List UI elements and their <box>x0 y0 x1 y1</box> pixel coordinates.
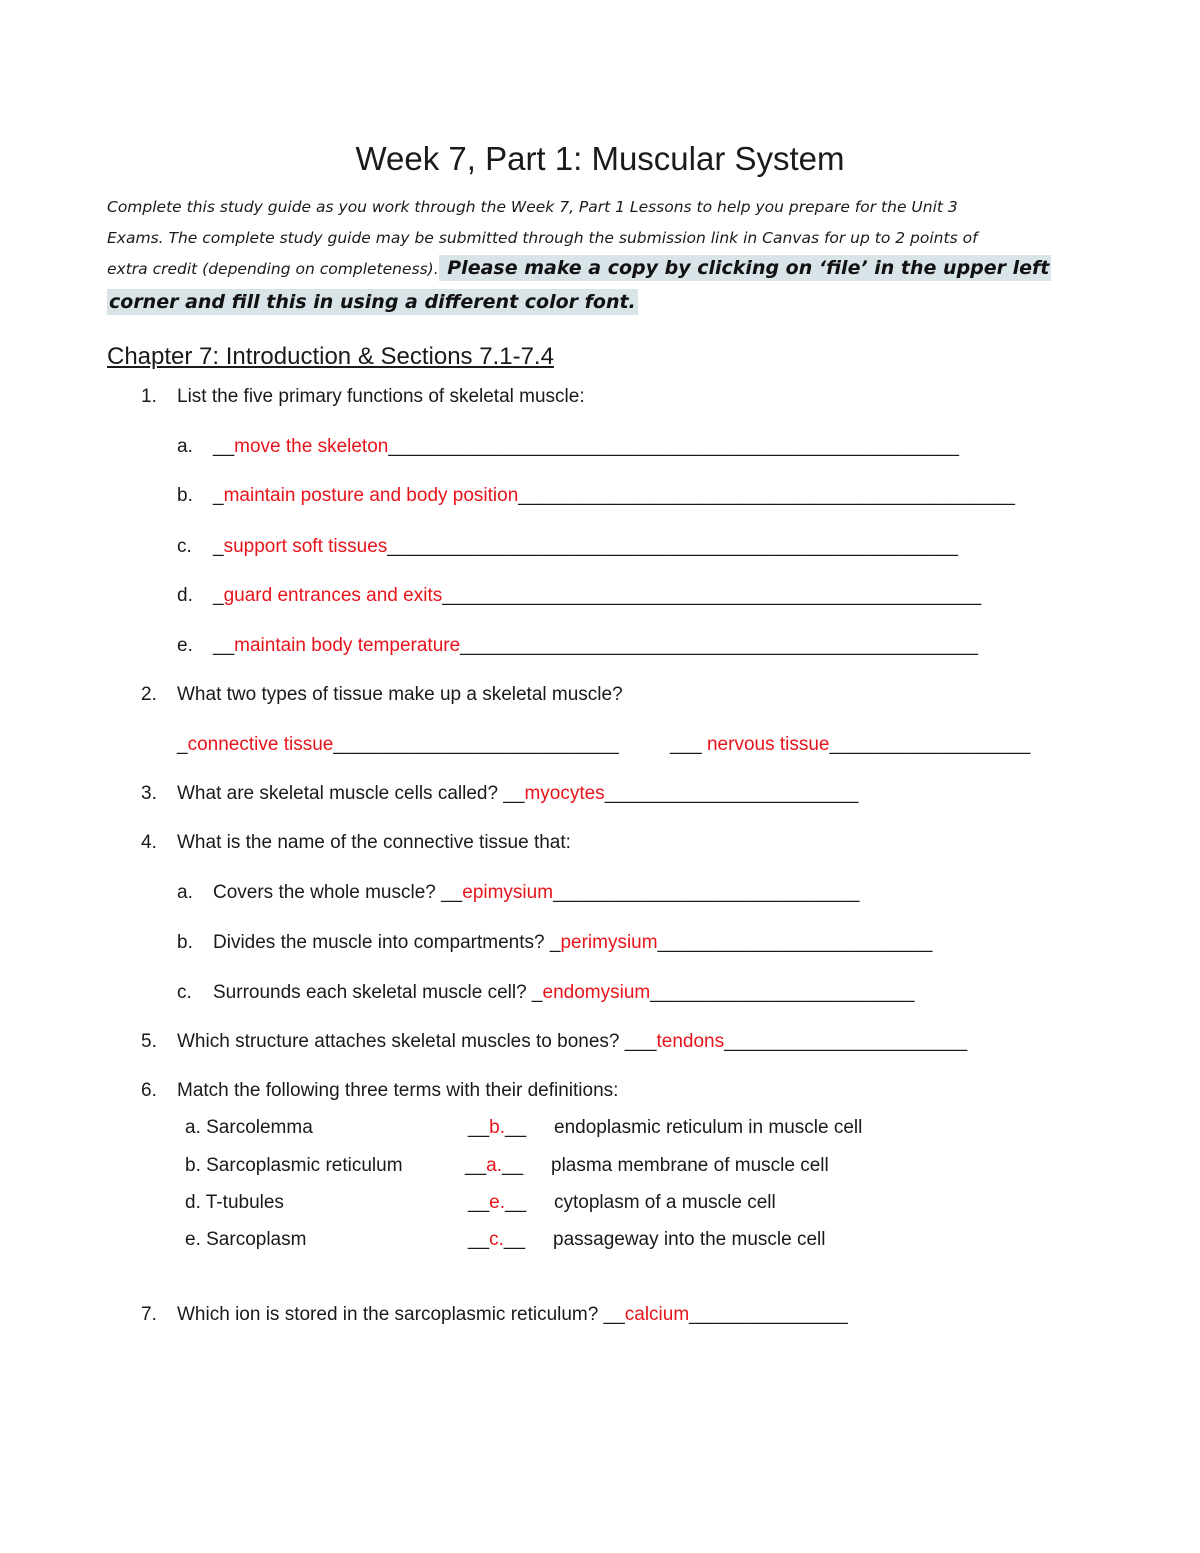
q2-answer-2: ___ nervous tissue___________________ <box>670 734 1031 755</box>
question-4: 4. What is the name of the connective tissue that: <box>141 832 571 853</box>
answer: guard entrances and exits <box>223 585 443 606</box>
q2-answer-1: _connective tissue___________________________ <box>177 734 619 755</box>
match-definition: plasma membrane of muscle cell <box>551 1155 829 1176</box>
q4-item-a: a. Covers the whole muscle? __epimysium_____________________________ <box>177 882 860 903</box>
answer: support soft tissues <box>223 536 388 557</box>
match-definition: cytoplasm of a muscle cell <box>554 1192 776 1213</box>
match-term: b. Sarcoplasmic reticulum <box>185 1155 403 1176</box>
match-answer: __e.__ <box>468 1192 527 1213</box>
answer: endomysium <box>542 982 651 1003</box>
answer: perimysium <box>560 932 658 953</box>
answer: calcium <box>624 1304 690 1325</box>
intro-line-2: Exams. The complete study guide may be submitted through the submission link in Canvas for up to 2 points of <box>107 229 978 247</box>
match-term: a. Sarcolemma <box>185 1117 313 1138</box>
q1-item-d: d. _guard entrances and exits___________________________________________________ <box>177 585 982 606</box>
answer: connective tissue <box>187 734 334 755</box>
question-7: 7. Which ion is stored in the sarcoplasmic reticulum? __calcium_______________ <box>141 1304 848 1325</box>
question-5: 5. Which structure attaches skeletal muscles to bones? ___tendons_______________________ <box>141 1031 968 1052</box>
question-2-text: What two types of tissue make up a skeletal muscle? <box>177 684 623 705</box>
copy-instruction-highlight-2: corner and fill this in using a different color font. <box>109 291 636 313</box>
intro-line-4 <box>107 287 1097 319</box>
match-term: d. T-tubules <box>185 1192 284 1213</box>
answer: epimysium <box>462 882 554 903</box>
question-1-text: List the five primary functions of skeletal muscle: <box>177 386 585 407</box>
question-6: 6. Match the following three terms with their definitions: <box>141 1080 619 1101</box>
chapter-heading: Chapter 7: Introduction & Sections 7.1-7.4 <box>107 343 554 370</box>
intro-line-3-text: extra credit (depending on completeness). <box>107 260 439 278</box>
answer: maintain posture and body position <box>223 485 519 506</box>
answer: tendons <box>656 1031 725 1052</box>
match-answer: __b.__ <box>468 1117 527 1138</box>
page-title: Week 7, Part 1: Muscular System <box>355 140 845 177</box>
q1-item-c: c. _support soft tissues______________________________________________________ <box>177 536 958 557</box>
question-4-text: What is the name of the connective tissue that: <box>177 832 571 853</box>
answer: move the skeleton <box>234 436 389 457</box>
answer: myocytes <box>524 783 605 804</box>
match-term: e. Sarcoplasm <box>185 1229 307 1250</box>
answer: maintain body temperature <box>234 635 461 656</box>
intro-line-3 <box>107 253 1097 285</box>
q4-item-b: b. Divides the muscle into compartments? _perimysium__________________________ <box>177 932 933 953</box>
question-2: 2. What two types of tissue make up a skeletal muscle? <box>141 684 623 705</box>
q1-item-b: b. _maintain posture and body position_______________________________________________ <box>177 485 1015 506</box>
match-definition: passageway into the muscle cell <box>553 1229 826 1250</box>
match-definition: endoplasmic reticulum in muscle cell <box>554 1117 863 1138</box>
question-1: 1. List the five primary functions of skeletal muscle: <box>141 386 585 407</box>
q1-item-e: e. __maintain body temperature_________________________________________________ <box>177 635 978 656</box>
q4-item-c: c. Surrounds each skeletal muscle cell? _endomysium_________________________ <box>177 982 915 1003</box>
q1-item-a: a. __move the skeleton______________________________________________________ <box>177 436 959 457</box>
copy-instruction-highlight-1: Please make a copy by clicking on ‘file’ in the upper left <box>440 257 1050 279</box>
question-3: 3. What are skeletal muscle cells called? __myocytes________________________ <box>141 783 859 804</box>
question-6-text: Match the following three terms with their definitions: <box>177 1080 619 1101</box>
match-answer: __a.__ <box>465 1155 524 1176</box>
intro-line-1: Complete this study guide as you work through the Week 7, Part 1 Lessons to help you prepare for the Unit 3 <box>107 198 958 216</box>
answer: nervous tissue <box>706 734 830 755</box>
match-answer: __c.__ <box>468 1229 526 1250</box>
